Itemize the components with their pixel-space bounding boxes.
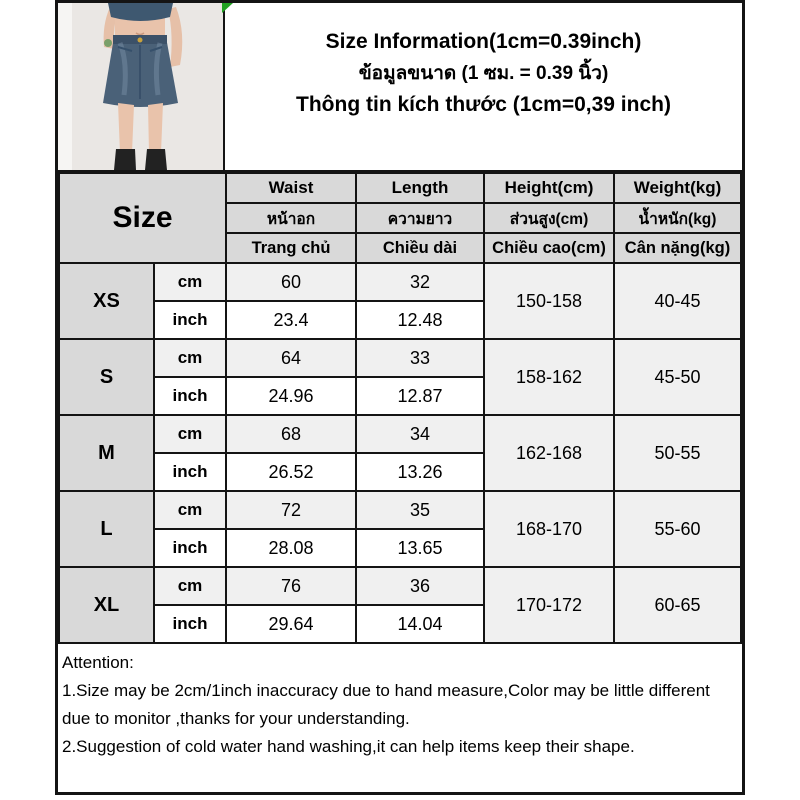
product-photo bbox=[58, 3, 225, 170]
waist-inch-value: 26.52 bbox=[226, 453, 356, 491]
size-label-xs: XS bbox=[59, 263, 154, 339]
length-inch-value: 14.04 bbox=[356, 605, 484, 643]
unit-label-cm: cm bbox=[154, 567, 226, 605]
attention-line-1: 1.Size may be 2cm/1inch inaccuracy due to hand measure,Color may be little different due to monitor ,thanks for your understanding. bbox=[62, 681, 710, 728]
size-chart-sheet bbox=[55, 0, 745, 795]
size-label-m: M bbox=[59, 415, 154, 491]
size-label-xl: XL bbox=[59, 567, 154, 643]
unit-label-cm: cm bbox=[154, 339, 226, 377]
unit-label-inch: inch bbox=[154, 453, 226, 491]
header-row-en bbox=[59, 173, 741, 203]
attention-note bbox=[58, 644, 742, 761]
title-thai: ข้อมูลขนาด (1 ซม. = 0.39 นิ้ว) bbox=[358, 62, 609, 84]
unit-label-inch: inch bbox=[154, 377, 226, 415]
height-range: 158-162 bbox=[484, 339, 614, 415]
length-header-th: ความยาว bbox=[356, 203, 484, 233]
length-inch-value: 12.48 bbox=[356, 301, 484, 339]
size-label-l: L bbox=[59, 491, 154, 567]
top-section bbox=[58, 3, 742, 172]
waist-header-vi: Trang chủ bbox=[226, 233, 356, 263]
attention-heading: Attention: bbox=[62, 653, 134, 672]
weight-header-en: Weight(kg) bbox=[614, 173, 741, 203]
size-column-header: Size bbox=[59, 173, 226, 263]
waist-inch-value: 28.08 bbox=[226, 529, 356, 567]
denim-skirt-photo-illustration bbox=[58, 3, 223, 170]
unit-label-cm: cm bbox=[154, 415, 226, 453]
size-label-s: S bbox=[59, 339, 154, 415]
weight-range: 40-45 bbox=[614, 263, 741, 339]
height-range: 150-158 bbox=[484, 263, 614, 339]
attention-line-2: 2.Suggestion of cold water hand washing,it can help items keep their shape. bbox=[62, 737, 635, 756]
weight-header-vi: Cân nặng(kg) bbox=[614, 233, 741, 263]
waist-header-th: หน้าอก bbox=[226, 203, 356, 233]
waist-inch-value: 23.4 bbox=[226, 301, 356, 339]
length-cm-value: 35 bbox=[356, 491, 484, 529]
unit-label-cm: cm bbox=[154, 491, 226, 529]
table-row bbox=[59, 491, 741, 529]
table-row bbox=[59, 339, 741, 377]
title-vietnamese: Thông tin kích thước (1cm=0,39 inch) bbox=[296, 92, 671, 116]
length-inch-value: 13.65 bbox=[356, 529, 484, 567]
size-info-title-block bbox=[225, 3, 742, 170]
unit-label-inch: inch bbox=[154, 605, 226, 643]
weight-range: 55-60 bbox=[614, 491, 741, 567]
weight-header-th: น้ำหนัก(kg) bbox=[614, 203, 741, 233]
table-row bbox=[59, 415, 741, 453]
waist-cm-value: 68 bbox=[226, 415, 356, 453]
table-row bbox=[59, 567, 741, 605]
height-range: 170-172 bbox=[484, 567, 614, 643]
unit-label-inch: inch bbox=[154, 529, 226, 567]
length-inch-value: 13.26 bbox=[356, 453, 484, 491]
length-inch-value: 12.87 bbox=[356, 377, 484, 415]
table-row bbox=[59, 263, 741, 301]
size-table bbox=[58, 172, 742, 644]
unit-label-cm: cm bbox=[154, 263, 226, 301]
height-range: 168-170 bbox=[484, 491, 614, 567]
waist-cm-value: 76 bbox=[226, 567, 356, 605]
height-header-th: ส่วนสูง(cm) bbox=[484, 203, 614, 233]
weight-range: 50-55 bbox=[614, 415, 741, 491]
waist-cm-value: 60 bbox=[226, 263, 356, 301]
length-header-en: Length bbox=[356, 173, 484, 203]
waist-cm-value: 72 bbox=[226, 491, 356, 529]
height-header-vi: Chiều cao(cm) bbox=[484, 233, 614, 263]
length-cm-value: 33 bbox=[356, 339, 484, 377]
waist-inch-value: 29.64 bbox=[226, 605, 356, 643]
length-cm-value: 34 bbox=[356, 415, 484, 453]
unit-label-inch: inch bbox=[154, 301, 226, 339]
title-english: Size Information(1cm=0.39inch) bbox=[325, 29, 642, 53]
weight-range: 45-50 bbox=[614, 339, 741, 415]
waist-cm-value: 64 bbox=[226, 339, 356, 377]
waist-inch-value: 24.96 bbox=[226, 377, 356, 415]
length-cm-value: 36 bbox=[356, 567, 484, 605]
length-header-vi: Chiều dài bbox=[356, 233, 484, 263]
length-cm-value: 32 bbox=[356, 263, 484, 301]
weight-range: 60-65 bbox=[614, 567, 741, 643]
height-range: 162-168 bbox=[484, 415, 614, 491]
waist-header-en: Waist bbox=[226, 173, 356, 203]
height-header-en: Height(cm) bbox=[484, 173, 614, 203]
